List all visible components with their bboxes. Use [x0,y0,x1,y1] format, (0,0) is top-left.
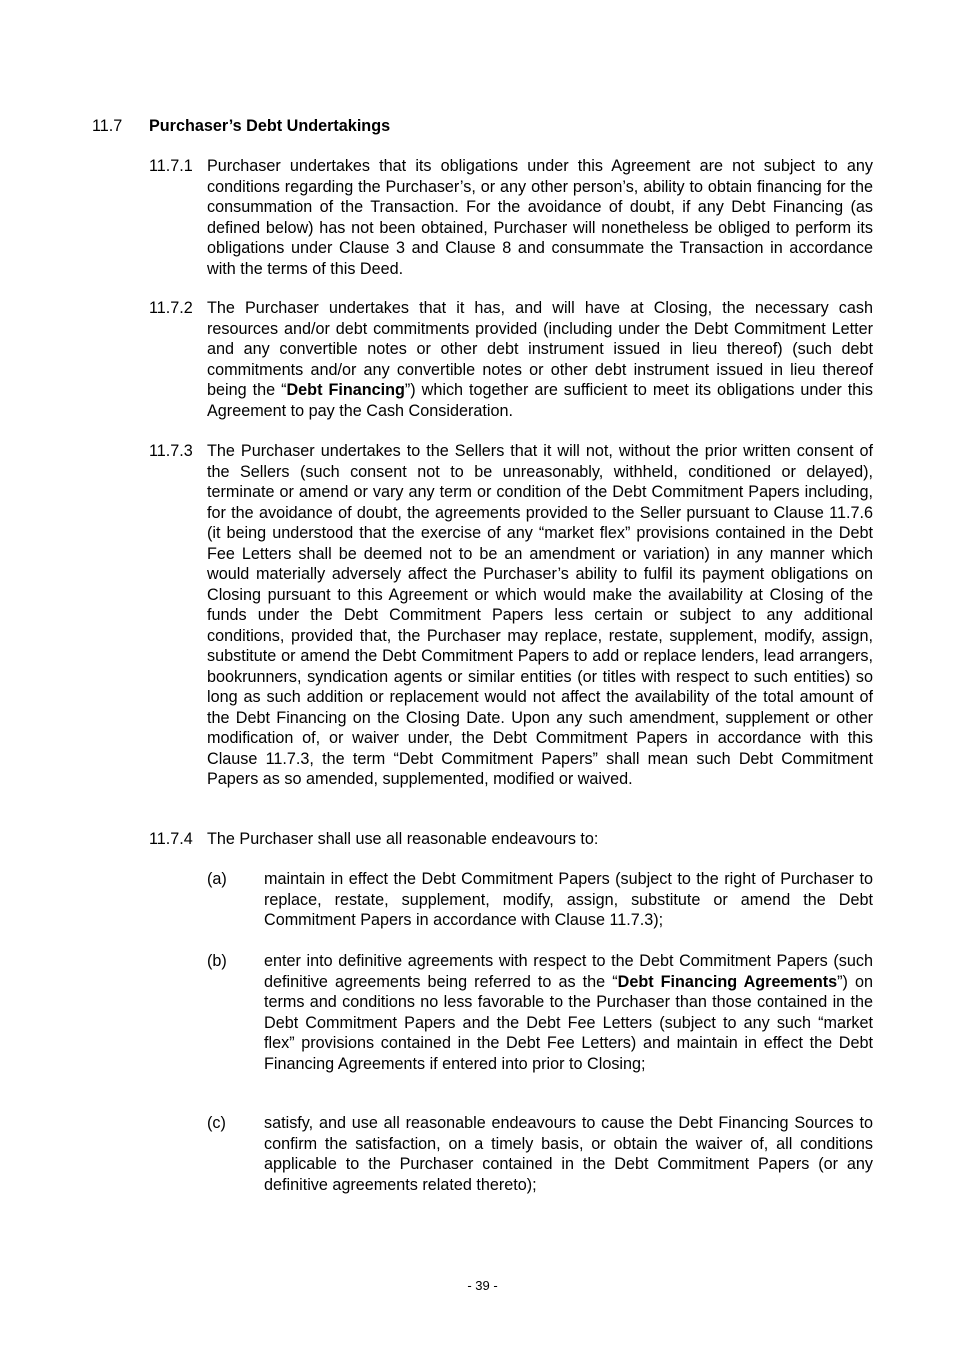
clause-text-part: ”) which together are sufficient to meet its obligations under this Agreement to pay the Cash Consideration. [207,381,873,420]
section-number: 11.7 [92,117,123,135]
clause-number: 11.7.4 [149,830,193,848]
clause-text: The Purchaser undertakes to the Sellers that it will not, without the prior written consent of the Sellers (such consent not to be unreasonably, withheld, conditioned or delayed), terminate or amend or vary any term or condition of the Debt Commitment Papers including, for the avoidance of doubt, the agreements provided to the Seller pursuant to Clause 11.7.6 (it being understood that the exercise of any “market flex” provisions contained in the Debt Fee Letters shall be deemed not to be an amendment or variation) in any manner which would materially adversely affect the Purchaser’s ability to fulfil its payment obligations on Closing pursuant to this Agreement or which would make the availability at Closing of the funds under the Debt Commitment Papers less certain or subject to any additional conditions, provided that, the Purchaser may replace, restate, supplement, modify, assign, substitute or amend the Debt Commitment Papers to add or replace lenders, lead arrangers, bookrunners, syndication agents or similar entities (or titles with respect to such entities) so long as such addition or replacement would not affect the availability of the total amount of the Debt Financing on the Closing Date. Upon any such amendment, supplement or other modification of, or waiver under, the Debt Commitment Papers in accordance with this Clause 11.7.3, the term “Debt Commitment Papers” shall mean such Debt Commitment Papers as so amended, supplemented, modified or waived. [207,442,873,788]
clause-number: 11.7.3 [149,442,193,460]
clause-text: Purchaser undertakes that its obligations under this Agreement are not subject to any conditions regarding the Purchaser’s, or any other person’s, ability to obtain financing for the consummation of the Transaction. For the avoidance of doubt, if any Debt Financing (as defined below) has not been obtained, Purchaser will nonetheless be obliged to perform its obligations under Clause 3 and Clause 8 and consummate the Transaction in accordance with the terms of this Deed. [207,157,873,278]
subclause-text-part: ”) on terms and conditions no less favorable to the Purchaser than those contained in the Debt Commitment Papers and the Debt Fee Letters (subject to any such “market flex” provisions contained in the Debt Fee Letters) and maintain in effect the Debt Financing Agreements if entered into prior to Closing; [264,972,873,1073]
clause-11-7-2 [149,298,873,421]
clause-11-7-3 [149,441,873,790]
clause-text-part: The Purchaser undertakes that it has, and will have at Closing, the necessary cash resources and/or debt commitments provided (including under the Debt Commitment Letter and any convertible notes or other debt instrument issued in lieu thereof) (such debt commitments and/or any convertible notes or other debt instrument issued in lieu thereof being the “ [207,299,873,399]
clause-number: 11.7.1 [149,157,193,175]
defined-term-debt-financing-agreements: Debt Financing Agreements [617,972,838,991]
clause-11-7-4 [149,829,873,850]
subclause-b [207,951,873,1074]
section-title: Purchaser’s Debt Undertakings [149,117,391,135]
clause-text [207,298,873,421]
subclause-a [207,869,873,931]
subclause-label: (b) [207,952,227,970]
page-number: - 39 - [467,1278,498,1293]
subclause-text-part: enter into definitive agreements with respect to the Debt Commitment Papers (such definitive agreements being referred to as the “ [264,952,873,991]
subclause-label: (c) [207,1114,226,1132]
clause-number: 11.7.2 [149,299,193,317]
defined-term-debt-financing: Debt Financing [286,381,405,399]
subclause-text [264,951,873,1074]
subclause-text: maintain in effect the Debt Commitment Papers (subject to the right of Purchaser to replace, restate, supplement, modify, assign, substitute or amend the Debt Commitment Papers in accordance with Clause 11.7.3); [264,870,873,929]
subclause-c [207,1113,873,1195]
subclause-label: (a) [207,870,227,888]
subclause-text: satisfy, and use all reasonable endeavours to cause the Debt Financing Sources to confirm the satisfaction, on a timely basis, or obtain the waiver of, all conditions applicable to the Purchaser contained in the Debt Commitment Papers (or any definitive agreements related thereto); [264,1114,873,1194]
clause-11-7-1 [149,156,873,279]
clause-text: The Purchaser shall use all reasonable endeavours to: [207,830,599,848]
